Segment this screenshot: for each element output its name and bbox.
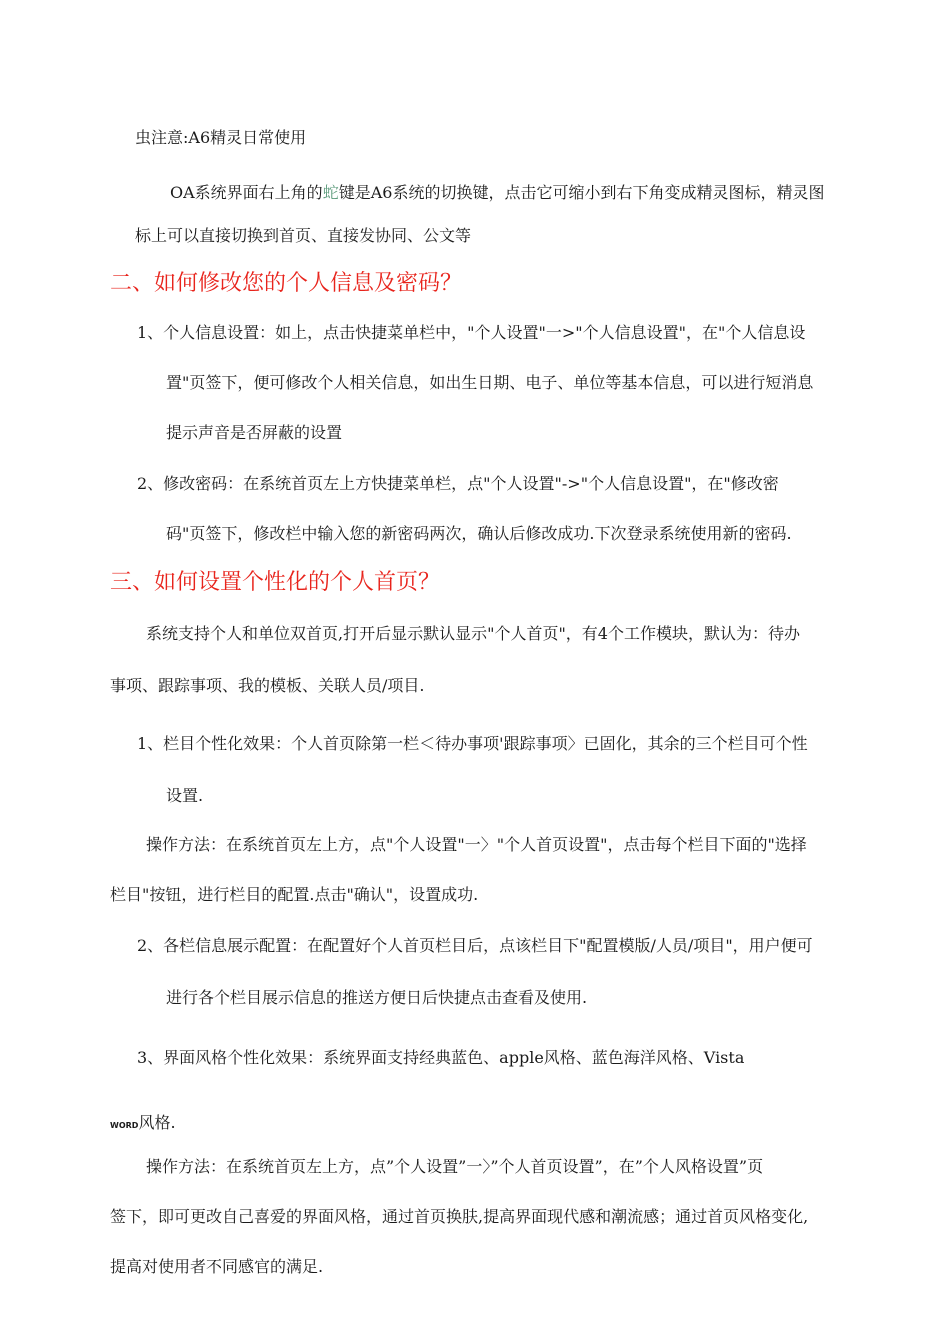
section-2-item-1-line-1: 1、个人信息设置：如上，点击快捷菜单栏中，"个人设置"一>"个人信息设置"，在"个人信息设 (137, 323, 806, 342)
section-3-item-3-suffix: 风格. (138, 1113, 176, 1132)
section-2-item-1-line-3: 提示声音是否屏蔽的设置 (166, 423, 343, 442)
section-3-op-1-line-2: 栏目"按钮，进行栏目的配置.点击"确认"，设置成功. (110, 885, 479, 904)
note-para-start: OA系统界面右上角的 (170, 183, 323, 202)
section-3-intro-line-2: 事项、跟踪事项、我的模板、关联人员/项目. (110, 676, 425, 695)
section-3-intro-line-1: 系统支持个人和单位双首页,打开后显示默认显示"个人首页"，有4个工作模块，默认为：待办 (146, 624, 800, 643)
section-3-item-2-line-1: 2、各栏信息展示配置：在配置好个人首页栏目后，点该栏目下"配置模版/人员/项目"，用户便可 (137, 936, 813, 955)
section-2-item-2-line-1: 2、修改密码：在系统首页左上方快捷菜单栏，点"个人设置"->"个人信息设置"，在"修改密 (137, 474, 779, 493)
section-2-item-1-line-2: 置"页签下，便可修改个人相关信息，如出生日期、电子、单位等基本信息，可以进行短消息 (166, 373, 814, 392)
section-3-item-3-line-1: 3、界面风格个性化效果：系统界面支持经典蓝色、apple风格、蓝色海洋风格、Vista (137, 1048, 745, 1067)
section-2-heading: 二、如何修改您的个人信息及密码？ (110, 271, 463, 296)
section-3-heading: 三、如何设置个性化的个人首页？ (110, 570, 441, 595)
section-2-item-2-line-2: 码"页签下，修改栏中输入您的新密码两次，确认后修改成功.下次登录系统使用新的密码. (166, 524, 792, 543)
word-label: WORD (110, 1121, 139, 1130)
note-paragraph-line-1 (170, 183, 824, 203)
section-3-item-3-line-2 (110, 1113, 176, 1136)
note-para-accent: 蛇 (322, 183, 339, 202)
section-3-item-2-line-2: 进行各个栏目展示信息的推送方便日后快捷点击查看及使用. (166, 988, 588, 1007)
note-title: 虫注意:A6精灵日常使用 (135, 128, 307, 147)
section-3-op-2-line-2: 签下，即可更改自己喜爱的界面风格，通过首页换肤,提高界面现代感和潮流感；通过首页风格变化, (110, 1207, 809, 1226)
note-paragraph-line-2: 标上可以直接切换到首页、直接发协同、公文等 (135, 226, 472, 245)
note-para-rest: 键是A6系统的切换键，点击它可缩小到右下角变成精灵图标，精灵图 (338, 183, 825, 202)
section-3-item-1-line-2: 设置. (166, 786, 204, 805)
section-3-item-1-line-1: 1、栏目个性化效果：个人首页除第一栏＜待办事项'跟踪事项〉已固化，其余的三个栏目可个性 (137, 734, 808, 753)
section-3-op-1-line-1: 操作方法：在系统首页左上方，点"个人设置"一〉"个人首页设置"，点击每个栏目下面的"选择 (146, 835, 807, 854)
section-3-op-2-line-1: 操作方法：在系统首页左上方，点”个人设置”一〉”个人首页设置”，在”个人风格设置”页 (146, 1157, 764, 1176)
section-3-op-2-line-3: 提高对使用者不同感官的满足. (110, 1257, 324, 1276)
